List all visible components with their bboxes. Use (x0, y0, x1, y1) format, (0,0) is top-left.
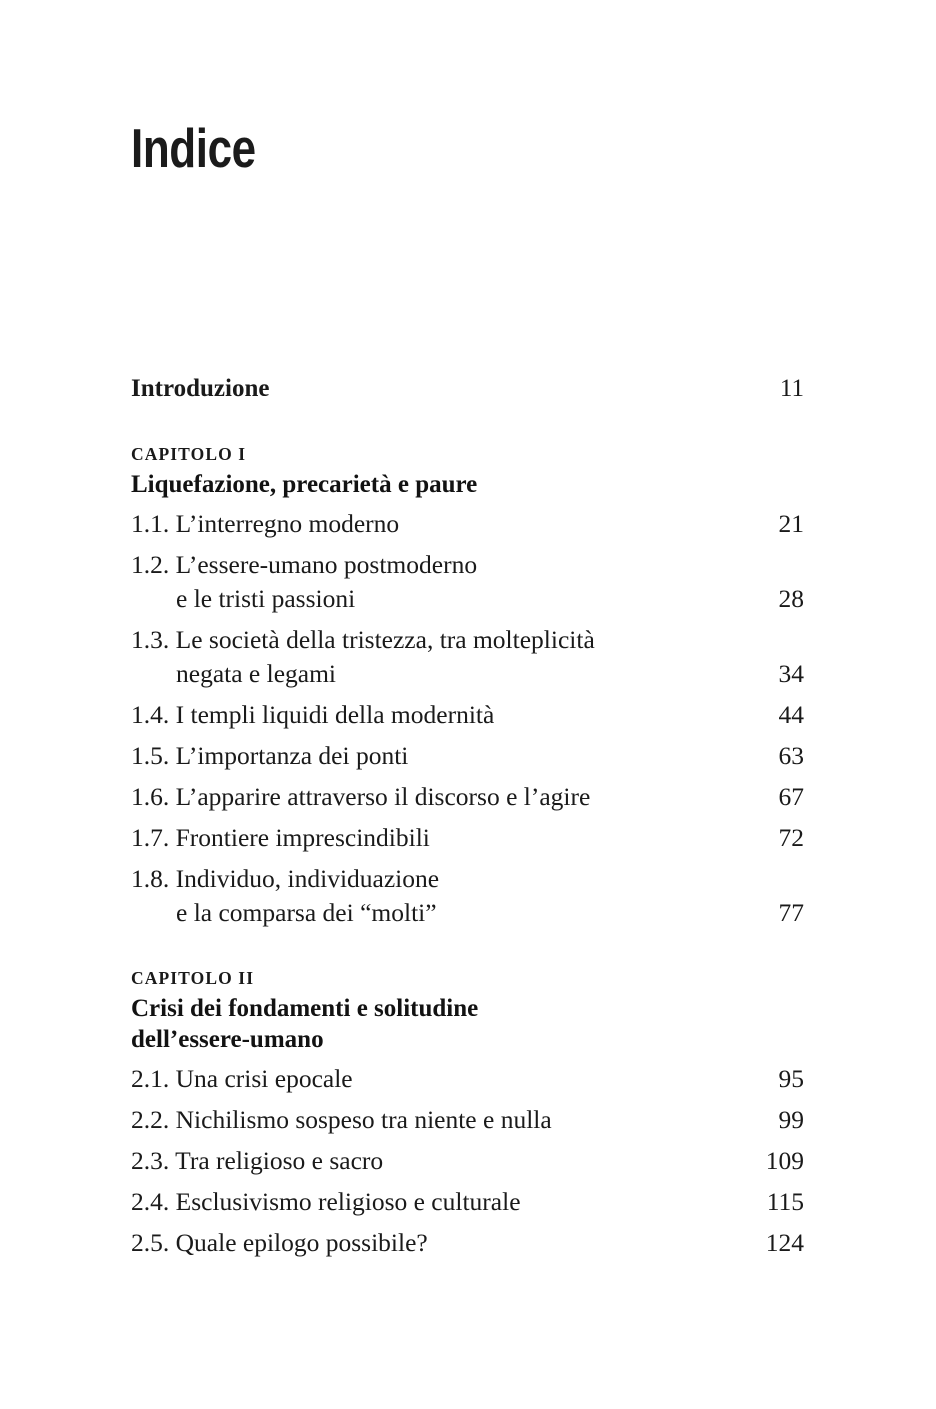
entry-page-number: 109 (765, 1146, 804, 1175)
entry-page-number: 28 (778, 584, 804, 613)
chapter-title[interactable] (131, 469, 804, 500)
entry-page-number: 44 (778, 700, 804, 729)
toc-section-entry[interactable] (131, 1226, 804, 1260)
chapter-title-line: dell’essere-umano (131, 1026, 324, 1053)
entry-page-number: 124 (765, 1228, 804, 1257)
entry-page-number: 72 (778, 823, 804, 852)
entry-page-number: 67 (778, 782, 804, 811)
toc-section-entry[interactable] (131, 1185, 804, 1219)
entry-page-number: 115 (766, 1187, 804, 1216)
section-entry-line: 1.7. Frontiere imprescindibili (131, 823, 430, 852)
chapter-kicker: CAPITOLO I (131, 444, 247, 464)
toc-section-entry[interactable] (131, 780, 804, 814)
entry-page-number: 21 (778, 509, 804, 538)
section-entry-line: 2.4. Esclusivismo religioso e culturale (131, 1187, 521, 1216)
toc-section-entry[interactable] (131, 548, 804, 616)
section-entry-line: 2.2. Nichilismo sospeso tra niente e nulla (131, 1105, 552, 1134)
toc-section-entry[interactable] (131, 507, 804, 541)
section-entry-line: 1.8. Individuo, individuazione (131, 864, 440, 893)
section-entry-line: 1.1. L’interregno moderno (131, 509, 400, 538)
entry-page-number: 63 (778, 741, 804, 770)
section-entry-line: e le tristi passioni (176, 584, 356, 613)
toc-section-entry[interactable] (131, 739, 804, 773)
toc-section-entry[interactable] (131, 1144, 804, 1178)
chapter-title-line: Liquefazione, precarietà e paure (131, 471, 478, 498)
entry-label (131, 739, 744, 773)
chapter-title[interactable] (131, 993, 804, 1055)
entry-label (131, 1185, 744, 1219)
entry-label (131, 1226, 744, 1260)
toc-section-entry[interactable] (131, 1062, 804, 1096)
toc-section-entry[interactable] (131, 698, 804, 732)
entry-label (131, 821, 744, 855)
section-entry-line: 1.6. L’apparire attraverso il discorso e l’agire (131, 782, 591, 811)
section-entry-line: 2.5. Quale epilogo possibile? (131, 1228, 428, 1257)
entry-label (131, 1144, 744, 1178)
toc-entry-list (131, 372, 804, 1260)
toc-front-matter-entry[interactable] (131, 372, 804, 406)
entry-label (131, 862, 744, 930)
toc-section-entry[interactable] (131, 1103, 804, 1137)
toc-section-entry[interactable] (131, 862, 804, 930)
section-entry-line: 2.3. Tra religioso e sacro (131, 1146, 384, 1175)
page-title: Indice (131, 117, 256, 179)
section-entry-line: 1.4. I templi liquidi della modernità (131, 700, 495, 729)
entry-label (131, 623, 744, 691)
section-list (131, 507, 804, 930)
section-entry-line: e la comparsa dei “molti” (176, 898, 437, 927)
section-list (131, 1062, 804, 1260)
section-entry-line: negata e legami (176, 659, 336, 688)
toc-section-entry[interactable] (131, 821, 804, 855)
chapter-block (131, 966, 804, 1260)
entry-label (131, 1062, 744, 1096)
section-entry-line: 1.2. L’essere-umano postmoderno (131, 550, 478, 579)
section-entry-line: 1.5. L’importanza dei ponti (131, 741, 409, 770)
chapter-block (131, 442, 804, 930)
entry-page-number: 77 (778, 898, 804, 927)
entry-label (131, 1103, 744, 1137)
chapter-title-line: Crisi dei fondamenti e solitudine (131, 995, 479, 1022)
toc-section-entry[interactable] (131, 623, 804, 691)
section-entry-line: 1.3. Le società della tristezza, tra molteplicità (131, 625, 595, 654)
entry-page-number: 99 (778, 1105, 804, 1134)
entry-label (131, 507, 744, 541)
entry-page-number: 34 (778, 659, 804, 688)
chapter-kicker: CAPITOLO II (131, 968, 255, 988)
entry-label: Introduzione (131, 375, 270, 402)
entry-label (131, 780, 744, 814)
section-entry-line: 2.1. Una crisi epocale (131, 1064, 353, 1093)
entry-label (131, 698, 744, 732)
entry-page-number: 11 (779, 375, 804, 402)
entry-page-number: 95 (778, 1064, 804, 1093)
entry-label (131, 548, 744, 616)
